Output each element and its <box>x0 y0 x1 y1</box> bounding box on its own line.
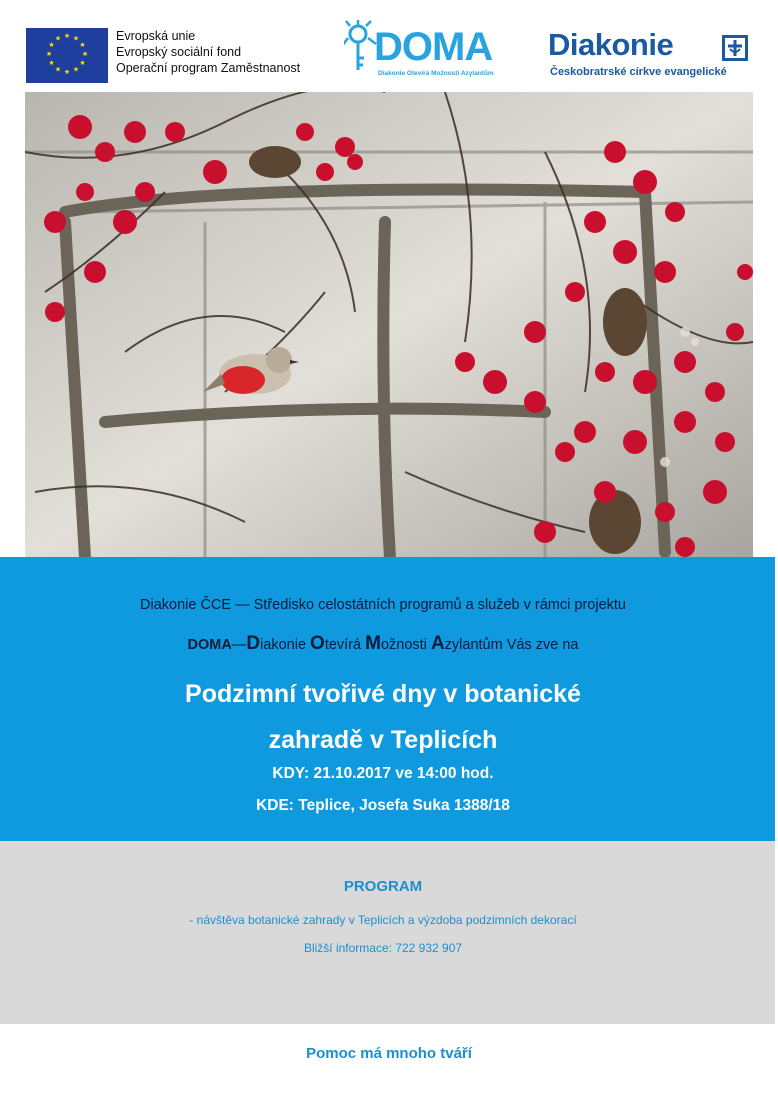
acronym-d-rest: iakonie <box>260 637 311 653</box>
eu-flag-icon <box>26 28 108 83</box>
doma-subtitle: Diakonie Otevírá Možnosti Azylantům <box>378 70 494 77</box>
program-heading: PROGRAM <box>343 878 423 895</box>
svg-text:★: ★ <box>54 34 62 43</box>
svg-text:★: ★ <box>45 50 53 58</box>
op-label: Operační program Zaměstnanost <box>116 61 301 75</box>
acronym-a: A <box>430 633 445 654</box>
svg-text:★: ★ <box>72 65 80 74</box>
event-title <box>0 671 766 763</box>
project-dash: — <box>231 637 247 653</box>
acronym-o-rest: tevírá <box>324 637 366 653</box>
organizer-text: Diakonie ČCE — Středisko celostátních programů a služeb v rámci projektu <box>140 597 626 613</box>
program-band <box>0 841 775 1024</box>
acronym-o: O <box>310 633 325 654</box>
svg-text:★: ★ <box>48 59 55 67</box>
doma-logo <box>344 18 506 82</box>
svg-text:★: ★ <box>54 65 62 74</box>
svg-text:★: ★ <box>81 50 89 58</box>
acronym-m: M <box>365 633 381 654</box>
eu-esf-logo <box>26 26 316 86</box>
svg-text:★: ★ <box>72 34 80 43</box>
wreath-bird-photo <box>25 92 753 558</box>
svg-text:★: ★ <box>79 59 86 67</box>
event-location: KDE: Teplice, Josefa Suka 1388/18 <box>256 797 510 814</box>
svg-text:★: ★ <box>63 32 71 40</box>
esf-label: Evropský sociální fond <box>116 45 242 59</box>
svg-text:★: ★ <box>79 41 86 49</box>
footer-slogan: Pomoc má mnoho tváří <box>306 1045 472 1062</box>
chalice-cross-icon <box>722 35 748 61</box>
doma-wordmark: DOMA <box>374 25 493 69</box>
diakonie-logo <box>548 28 758 82</box>
diakonie-subtitle: Českobratrské církve evangelické <box>550 66 727 78</box>
project-name: DOMA <box>187 637 232 653</box>
event-date: KDY: 21.10.2017 ve 14:00 hod. <box>272 765 494 782</box>
program-item: - návštěva botanické zahrady v Teplicích a výzdoba podzimních dekorací <box>189 913 577 927</box>
svg-text:★: ★ <box>48 41 55 49</box>
eu-label: Evropská unie <box>116 29 196 43</box>
svg-text:★: ★ <box>63 68 71 76</box>
acronym-a-rest: zylantům Vás zve na <box>444 637 579 653</box>
event-title-line2: zahradě v Teplicích <box>268 726 498 754</box>
acronym-m-rest: ožnosti <box>380 637 431 653</box>
invitation-band <box>0 557 775 841</box>
project-line <box>0 633 766 655</box>
acronym-d: D <box>246 633 261 654</box>
event-title-line1: Podzimní tvořivé dny v botanické <box>185 680 581 708</box>
contact-info: Bližší informace: 722 932 907 <box>303 941 463 955</box>
diakonie-wordmark: Diakonie <box>548 27 674 62</box>
